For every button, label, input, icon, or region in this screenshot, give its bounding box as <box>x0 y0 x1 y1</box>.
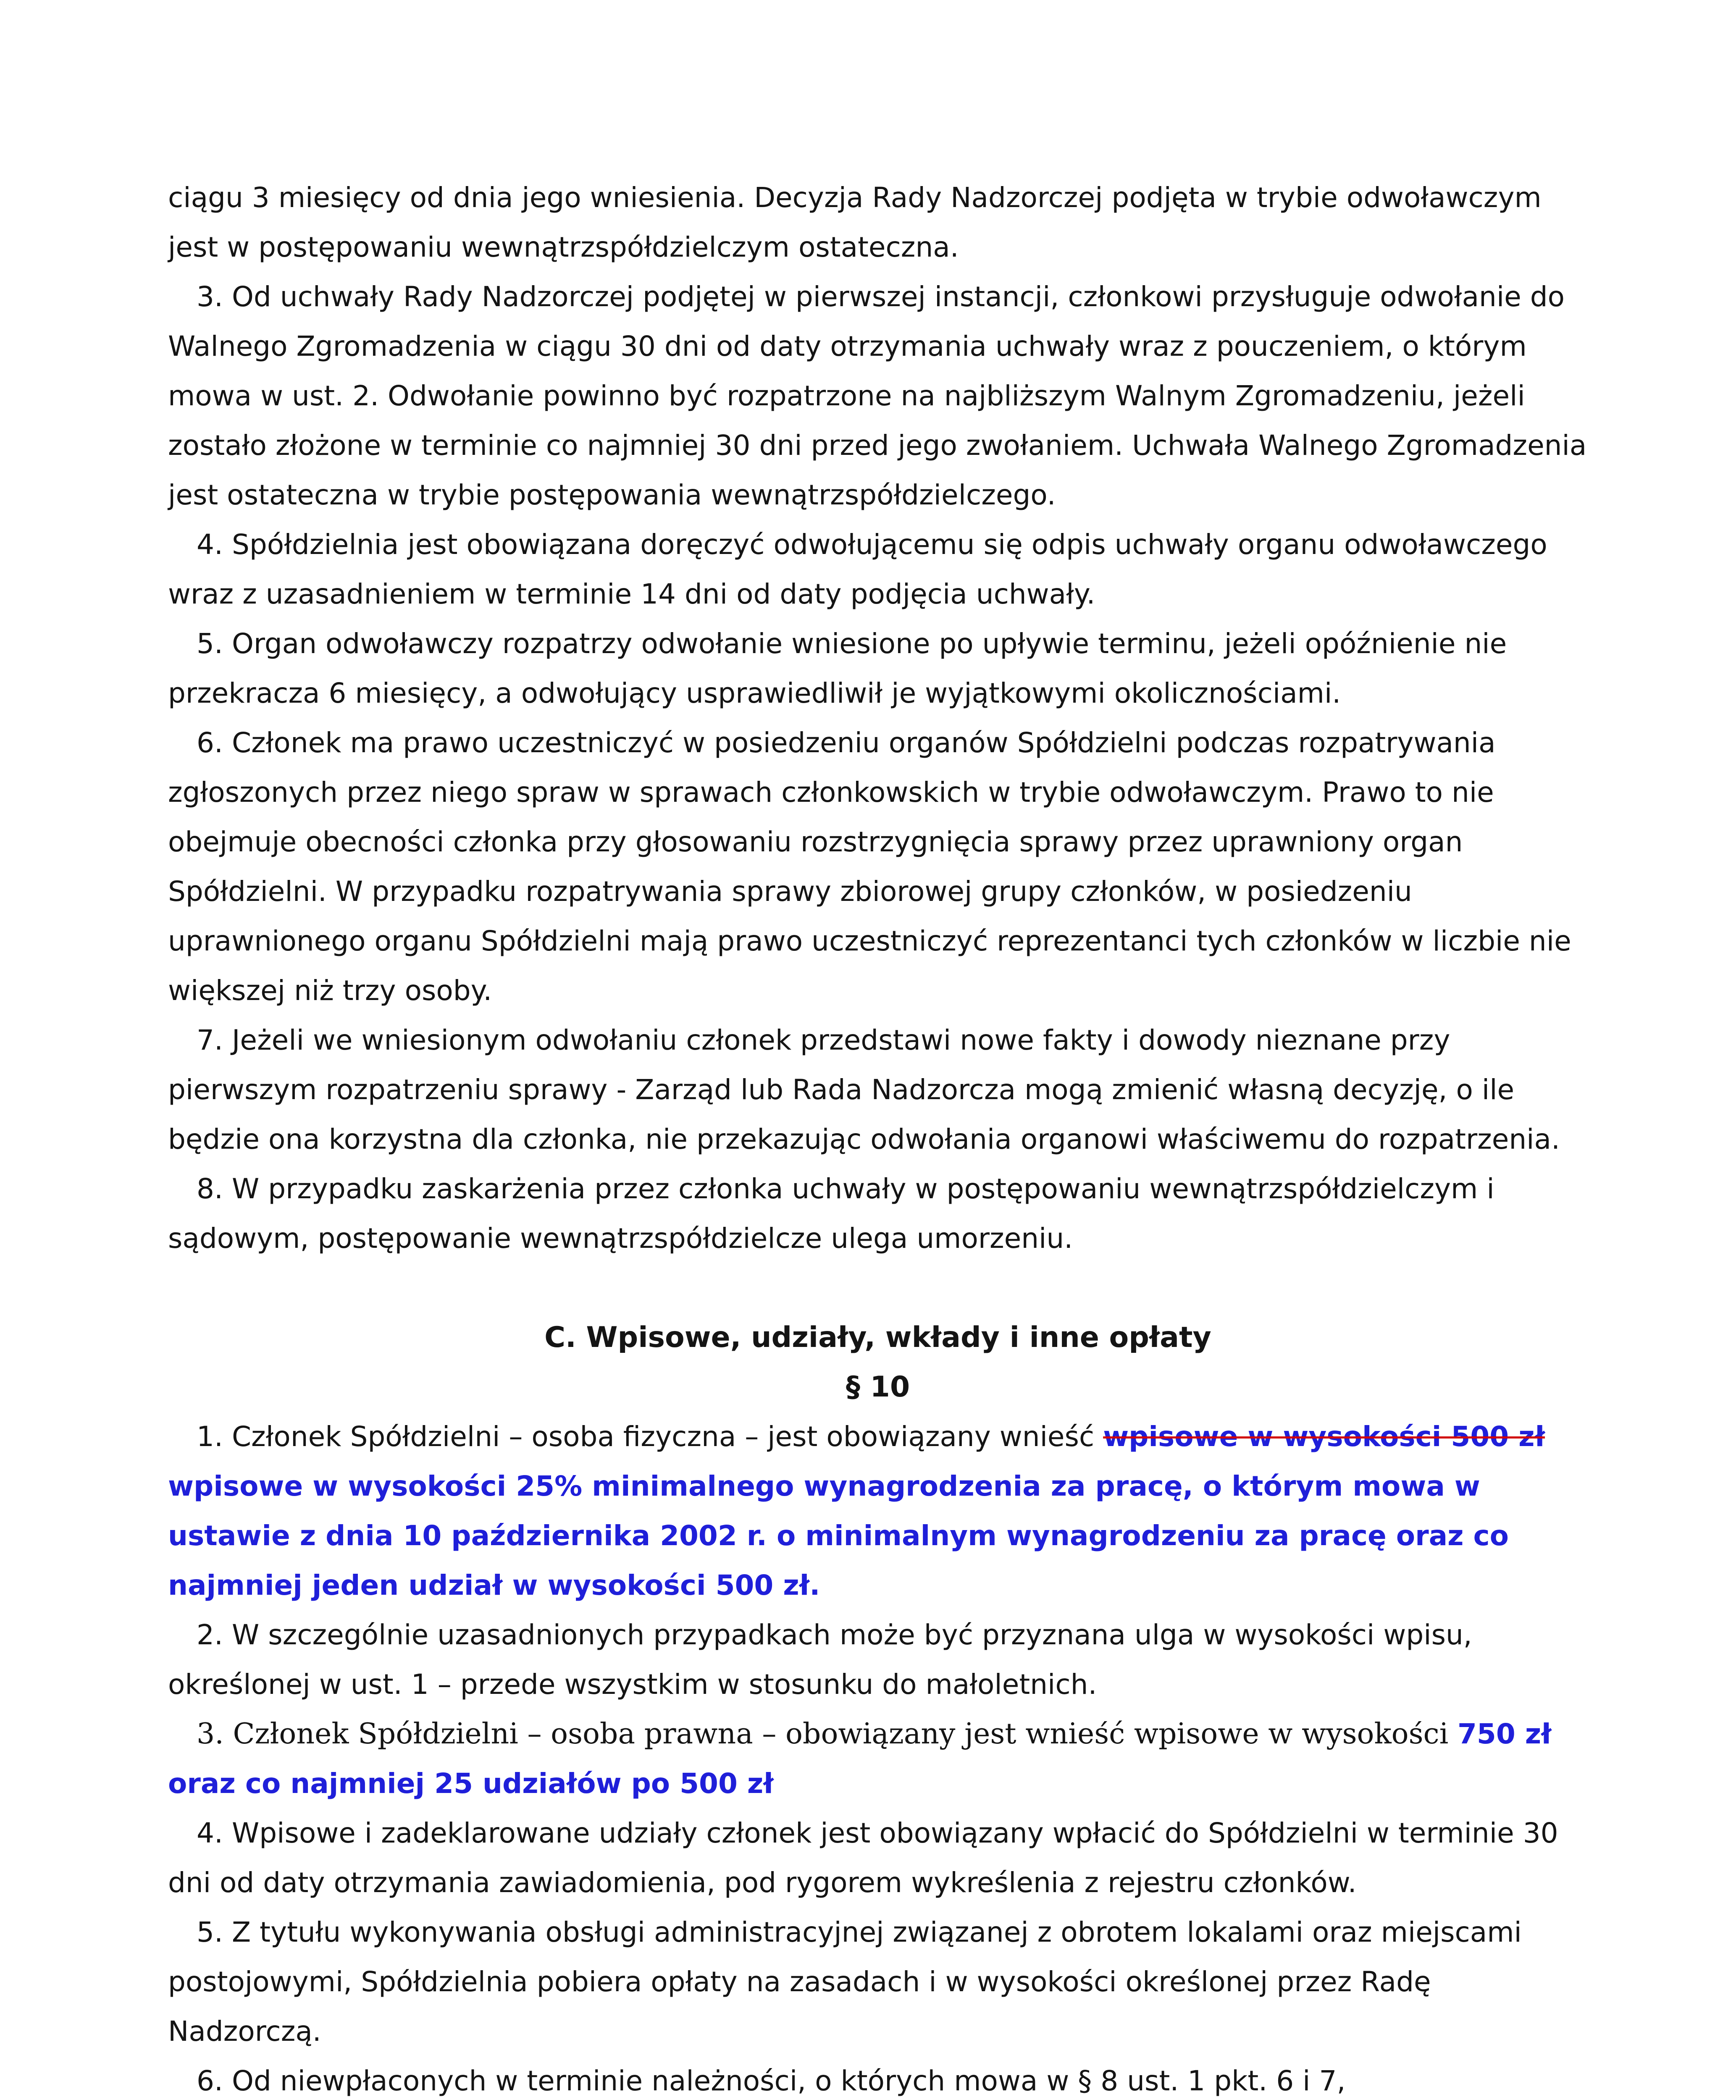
paragraph-10-3 <box>168 1709 1588 1809</box>
paragraph-9-7: 7. Jeżeli we wniesionym odwołaniu członek przedstawi nowe fakty i dowody nieznane przy pierwszym rozpatrzeniu sprawy - Zarząd lub Rada Nadzorcza mogą zmienić własną decyzję, o ile będzie ona korzystna dla członka, nie przekazując odwołania organowi właściwemu do rozpatrzenia. <box>168 1024 1560 1155</box>
paragraph-10-3-text: 3. Członek Spółdzielni – osoba prawna – obowiązany jest wnieść wpisowe w wysokości <box>197 1717 1458 1751</box>
inserted-text: 750 zł oraz co najmniej 25 udziałów po 500 zł <box>168 1718 1552 1800</box>
paragraph-9-4: 4. Spółdzielnia jest obowiązana doręczyć odwołującemu się odpis uchwały organu odwoławczego wraz z uzasadnieniem w terminie 14 dni od daty podjęcia uchwały. <box>168 528 1547 610</box>
paragraph-9-6: 6. Członek ma prawo uczestniczyć w posiedzeniu organów Spółdzielni podczas rozpatrywania zgłoszonych przez niego spraw w sprawach członkowskich w trybie odwoławczym. Prawo to nie obejmuje obecności członka przy głosowaniu rozstrzygnięcia sprawy przez uprawniony organ Spółdzielni. W przypadku rozpatrywania sprawy zbiorowej grupy członków, w posiedzeniu uprawnionego organu Spółdzielni mają prawo uczestniczyć reprezentanci tych członków w liczbie nie większej niż trzy osoby. <box>168 727 1571 1007</box>
paragraph-intro: ciągu 3 miesięcy od dnia jego wniesienia. Decyzja Rady Nadzorczej podjęta w trybie odwoławczym jest w postępowaniu wewnątrzspółdzielczym ostateczna. <box>168 181 1542 263</box>
paragraph-10-5: 5. Z tytułu wykonywania obsługi administracyjnej związanej z obrotem lokalami oraz miejscami postojowymi, Spółdzielnia pobiera opłaty na zasadach i w wysokości określonej przez Radę Nadzorczą. <box>168 1916 1522 2048</box>
chapter-heading: C. Wpisowe, udziały, wkłady i inne opłaty <box>544 1321 1211 1354</box>
document-page <box>168 173 1588 2100</box>
inserted-text: wpisowe w wysokości 25% minimalnego wynagrodzenia za pracę, o którym mowa w ustawie z dnia 10 października 2002 r. o minimalnym wynagrodzeniu za pracę oraz co najmniej jeden udział w wysokości 500 zł. <box>168 1470 1509 1601</box>
paragraph-10-4: 4. Wpisowe i zadeklarowane udziały członek jest obowiązany wpłacić do Spółdzielni w terminie 30 dni od daty otrzymania zawiadomienia, pod rygorem wykreślenia z rejestru członków. <box>168 1817 1558 1899</box>
paragraph-10-2: 2. W szczególnie uzasadnionych przypadkach może być przyznana ulga w wysokości wpisu, określonej w ust. 1 – przede wszystkim w stosunku do małoletnich. <box>168 1619 1472 1701</box>
paragraph-9-5: 5. Organ odwoławczy rozpatrzy odwołanie wniesione po upływie terminu, jeżeli opóźnienie nie przekracza 6 miesięcy, a odwołujący usprawiedliwił je wyjątkowymi okolicznościami. <box>168 627 1507 709</box>
paragraph-10-1 <box>168 1412 1588 1610</box>
deleted-text: wpisowe w wysokości 500 zł <box>1103 1420 1545 1453</box>
paragraph-10-1-text: 1. Członek Spółdzielni – osoba fizyczna – jest obowiązany wnieść <box>197 1420 1103 1453</box>
paragraph-9-8: 8. W przypadku zaskarżenia przez członka uchwały w postępowaniu wewnątrzspółdzielczym i sądowym, postępowanie wewnątrzspółdzielcze ulega umorzeniu. <box>168 1173 1494 1255</box>
section-heading: § 10 <box>846 1370 910 1404</box>
paragraph-9-3: 3. Od uchwały Rady Nadzorczej podjętej w pierwszej instancji, członkowi przysługuje odwołanie do Walnego Zgromadzenia w ciągu 30 dni od daty otrzymania uchwały wraz z pouczeniem, o którym mowa w ust. 2. Odwołanie powinno być rozpatrzone na najbliższym Walnym Zgromadzeniu, jeżeli zostało złożone w terminie co najmniej 30 dni przed jego zwołaniem. Uchwała Walnego Zgromadzenia jest ostateczna w trybie postępowania wewnątrzspółdzielczego. <box>168 281 1587 511</box>
paragraph-10-6: 6. Od niewpłaconych w terminie należności, o których mowa w § 8 ust. 1 pkt. 6 i 7, <box>197 2065 1346 2097</box>
